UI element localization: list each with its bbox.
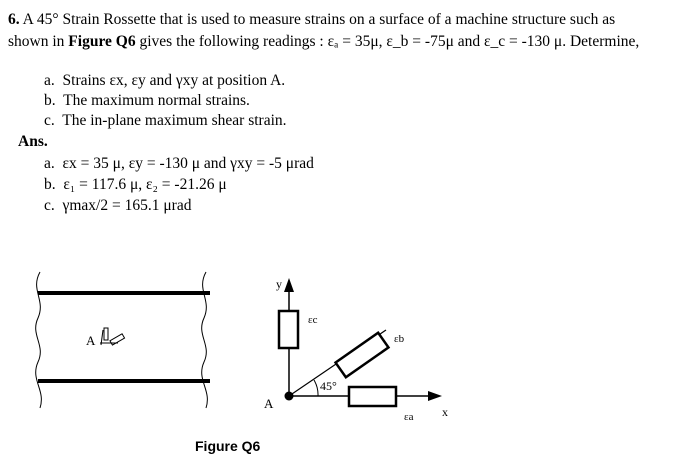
x-axis-label: x <box>442 405 448 419</box>
gauge-c-label: εc <box>308 314 318 326</box>
angle-label: 45° <box>320 379 337 393</box>
part-text: Strains εx, εy and γxy at position A. <box>62 72 286 89</box>
small-rosette-icon <box>100 328 125 345</box>
question-text-2b: gives the following readings : εₐ = 35μ, ε_b = -75μ and ε_c = -130 μ. Determine, <box>139 33 640 50</box>
gauge-a <box>349 387 396 406</box>
part-text: The maximum normal strains. <box>63 92 250 109</box>
answer-letter: b. <box>44 176 56 193</box>
point-a-dot <box>285 392 294 401</box>
x-arrow-icon <box>428 391 442 401</box>
answer-text: εx = 35 μ, εy = -130 μ and γxy = -5 μrad <box>62 155 314 172</box>
rosette-detail <box>264 277 448 423</box>
gauge-c <box>279 311 298 348</box>
question-number: 6. <box>8 11 20 28</box>
plate-section <box>36 272 210 408</box>
gauge-b-label: εb <box>394 333 405 345</box>
answer-letter: a. <box>44 155 55 172</box>
figure-reference: Figure Q6 <box>68 33 136 50</box>
answer-letter: c. <box>44 197 55 214</box>
point-a-label: A <box>86 333 96 348</box>
answer-text: ε₁ = 117.6 μ, ε₂ = -21.26 μ <box>63 176 227 193</box>
question-text-2a: shown in <box>8 33 65 50</box>
y-arrow-icon <box>284 278 294 292</box>
answers-heading: Ans. <box>18 133 48 150</box>
gauge-a-label: εa <box>404 411 414 423</box>
part-letter: c. <box>44 112 55 129</box>
question-text-1: A 45° Strain Rossette that is used to measure strains on a surface of a machine structure such as <box>22 11 616 28</box>
gauge-b <box>336 333 389 378</box>
part-letter: a. <box>44 72 55 89</box>
y-axis-label: y <box>276 277 282 291</box>
rosette-point-label: A <box>264 396 274 411</box>
part-text: The in-plane maximum shear strain. <box>62 112 287 129</box>
figure-caption: Figure Q6 <box>195 438 261 454</box>
answer-text: γmax/2 = 165.1 μrad <box>62 197 192 214</box>
part-letter: b. <box>44 92 56 109</box>
angle-arc <box>314 380 318 396</box>
